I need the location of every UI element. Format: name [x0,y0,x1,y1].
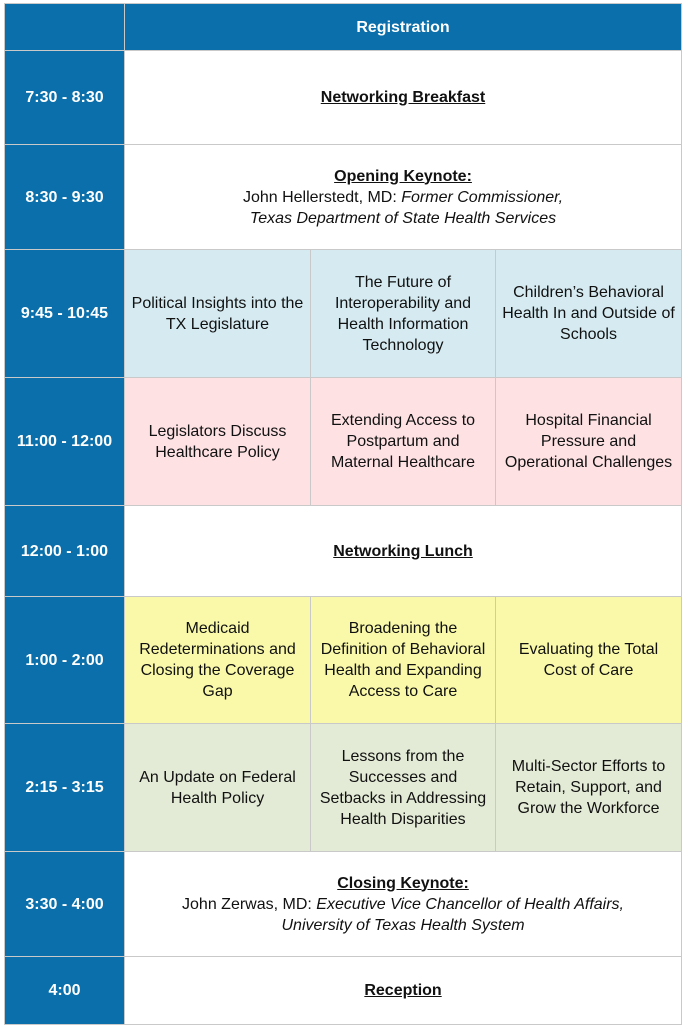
blank-time-cell [5,4,125,51]
session-cell: Medicaid Redeterminations and Closing the Coverage Gap [125,597,311,724]
plenary-title: Reception [125,957,682,1025]
session-row-4 [5,724,682,852]
registration-header: Registration [125,4,682,51]
time-cell: 2:15 - 3:15 [5,724,125,852]
keynote-title: Closing Keynote: [337,874,469,892]
opening-keynote-row [5,145,682,250]
keynote-speaker-line [131,187,675,208]
session-cell: The Future of Interoperability and Health Information Technology [311,250,496,378]
time-cell: 3:30 - 4:00 [5,852,125,957]
keynote-title: Opening Keynote: [334,167,472,185]
session-cell: Children’s Behavioral Health In and Outside of Schools [496,250,682,378]
time-cell: 12:00 - 1:00 [5,506,125,597]
session-cell: Legislators Discuss Healthcare Policy [125,378,311,506]
keynote-speaker: John Zerwas, MD: [182,895,312,913]
keynote-role-line2: Texas Department of State Health Services [249,209,557,227]
keynote-role: Former Commissioner, [401,188,564,206]
time-cell: 11:00 - 12:00 [5,378,125,506]
session-cell: An Update on Federal Health Policy [125,724,311,852]
agenda-table [4,3,682,1025]
reception-row [5,957,682,1025]
session-cell: Political Insights into the TX Legislature [125,250,311,378]
time-cell: 8:30 - 9:30 [5,145,125,250]
time-cell: 9:45 - 10:45 [5,250,125,378]
session-cell: Multi-Sector Efforts to Retain, Support, and Grow the Workforce [496,724,682,852]
registration-row [5,4,682,51]
keynote-role: Executive Vice Chancellor of Health Affairs, [316,895,624,913]
closing-keynote-cell [125,852,682,957]
keynote-role-line2: University of Texas Health System [281,916,525,934]
time-cell: 4:00 [5,957,125,1025]
opening-keynote-cell [125,145,682,250]
session-cell: Hospital Financial Pressure and Operational Challenges [496,378,682,506]
session-cell: Extending Access to Postpartum and Maternal Healthcare [311,378,496,506]
session-cell: Broadening the Definition of Behavioral Health and Expanding Access to Care [311,597,496,724]
keynote-speaker-line [131,894,675,915]
session-row-3 [5,597,682,724]
breakfast-row [5,51,682,145]
lunch-row [5,506,682,597]
closing-keynote-row [5,852,682,957]
keynote-speaker: John Hellerstedt, MD: [242,188,397,206]
time-cell: 7:30 - 8:30 [5,51,125,145]
session-row-2 [5,378,682,506]
session-cell: Evaluating the Total Cost of Care [496,597,682,724]
plenary-title: Networking Lunch [125,506,682,597]
session-row-1 [5,250,682,378]
time-cell: 1:00 - 2:00 [5,597,125,724]
plenary-title: Networking Breakfast [125,51,682,145]
session-cell: Lessons from the Successes and Setbacks in Addressing Health Disparities [311,724,496,852]
